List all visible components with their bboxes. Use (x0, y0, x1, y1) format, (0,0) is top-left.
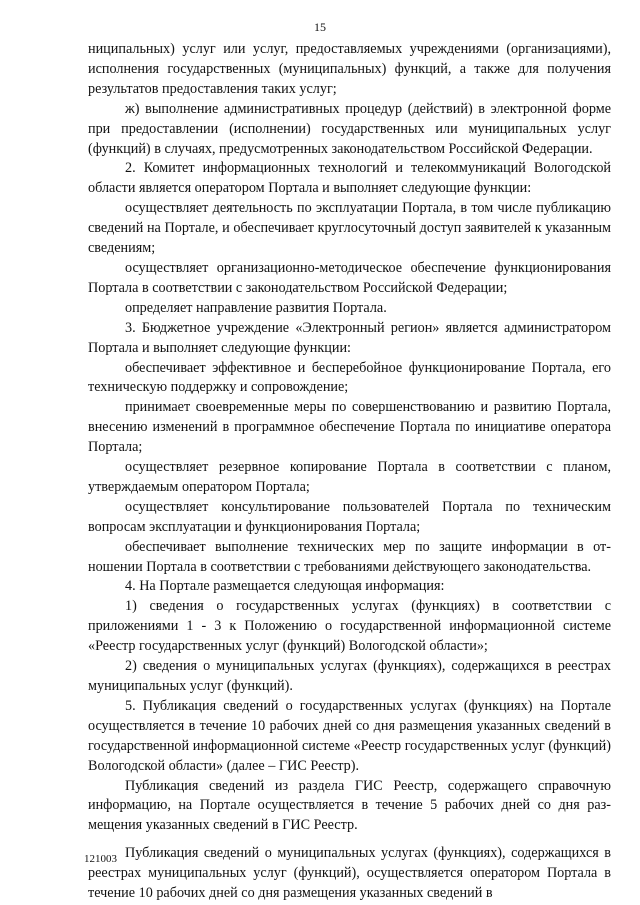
paragraph: 4. На Портале размещается следующая информация: (125, 578, 445, 595)
paragraph: осуществляет консультирование пользователей Портала по техническим вопросам эксплуатации и функционирования Портала; (88, 498, 611, 535)
paragraph: обеспечивает эффективное и бесперебойное функционирование Портала, его техническую поддержку и сопровождение; (88, 359, 611, 396)
paragraph: Публикация сведений о муниципальных услугах (функциях), содержащихся в реестрах муниципальных услуг (функций), осуществляется оператором Портала в течение 10 рабочих дней со дня размещения указанных сведений в (88, 845, 611, 902)
paragraph: 3. Бюджетное учреждение «Электронный регион» является администратором Портала и выполняет следующие функции: (88, 319, 611, 356)
paragraph: осуществляет организационно-методическое обеспечение функционирования Портала в соответствии с законодательством Российской Федерации; (88, 259, 611, 296)
paragraph: ниципальных) услуг или услуг, предоставляемых учреждениями (организациями), исполнения государственных (муниципальных) функций, а также для получения результатов предоставления таких услуг; (88, 41, 611, 97)
paragraph: обеспечивает выполнение технических мер по защите информации в отношении Портала в соответствии с требованиями действующего законодательства. (88, 538, 611, 575)
paragraph: осуществляет резервное копирование Портала в соответствии с планом, утверждаемым оператором Портала; (88, 459, 611, 495)
paragraph: осуществляет деятельность по эксплуатации Портала, в том числе публикацию сведений на Портале, и обеспечивает круглосуточный доступ заявителей к указанным сведениям; (88, 200, 611, 257)
page-number: 15 (314, 20, 326, 34)
paragraph: 1) сведения о государственных услугах (функциях) в соответствии с приложениями 1 - 3 к Положению о государственной информационной системе «Реестр государственных услуг (функций) Вологодской области»; (88, 598, 611, 655)
paragraph: 5. Публикация сведений о государственных услугах (функциях) на Портале осуществляется в течение 10 рабочих дней со дня размещения указанных сведений в государственной информационной системе «Реестр государственных услуг (функций) Вологодской области» (далее – ГИС Реестр). (88, 697, 611, 774)
paragraph: ж) выполнение административных процедур (действий) в электронной форме при предоставлении (исполнении) государственных или муниципальных услуг (функций) в случаях, предусмотренных законодательством Российской Федерации. (88, 100, 611, 157)
paragraph: 2) сведения о муниципальных услугах (функциях), содержащихся в реестрах муниципальных услуг (функций). (88, 658, 611, 694)
footer-code: 121003 (84, 853, 117, 865)
paragraph: 2. Комитет информационных технологий и телекоммуникаций Вологодской области является оператором Портала и выполняет следующие функции: (88, 160, 611, 197)
paragraph: определяет направление развития Портала. (125, 299, 387, 316)
paragraph: принимает своевременные меры по совершенствованию и развитию Портала, внесению изменений в программное обеспечение Портала по инициативе оператора Портала; (88, 399, 611, 456)
paragraph: Публикация сведений из раздела ГИС Реестр, содержащего справочную информацию, на Портале осуществляется в течение 5 рабочих дней со дня размещения указанных сведений в ГИС Реестр. (88, 777, 611, 834)
document-body (88, 40, 611, 904)
